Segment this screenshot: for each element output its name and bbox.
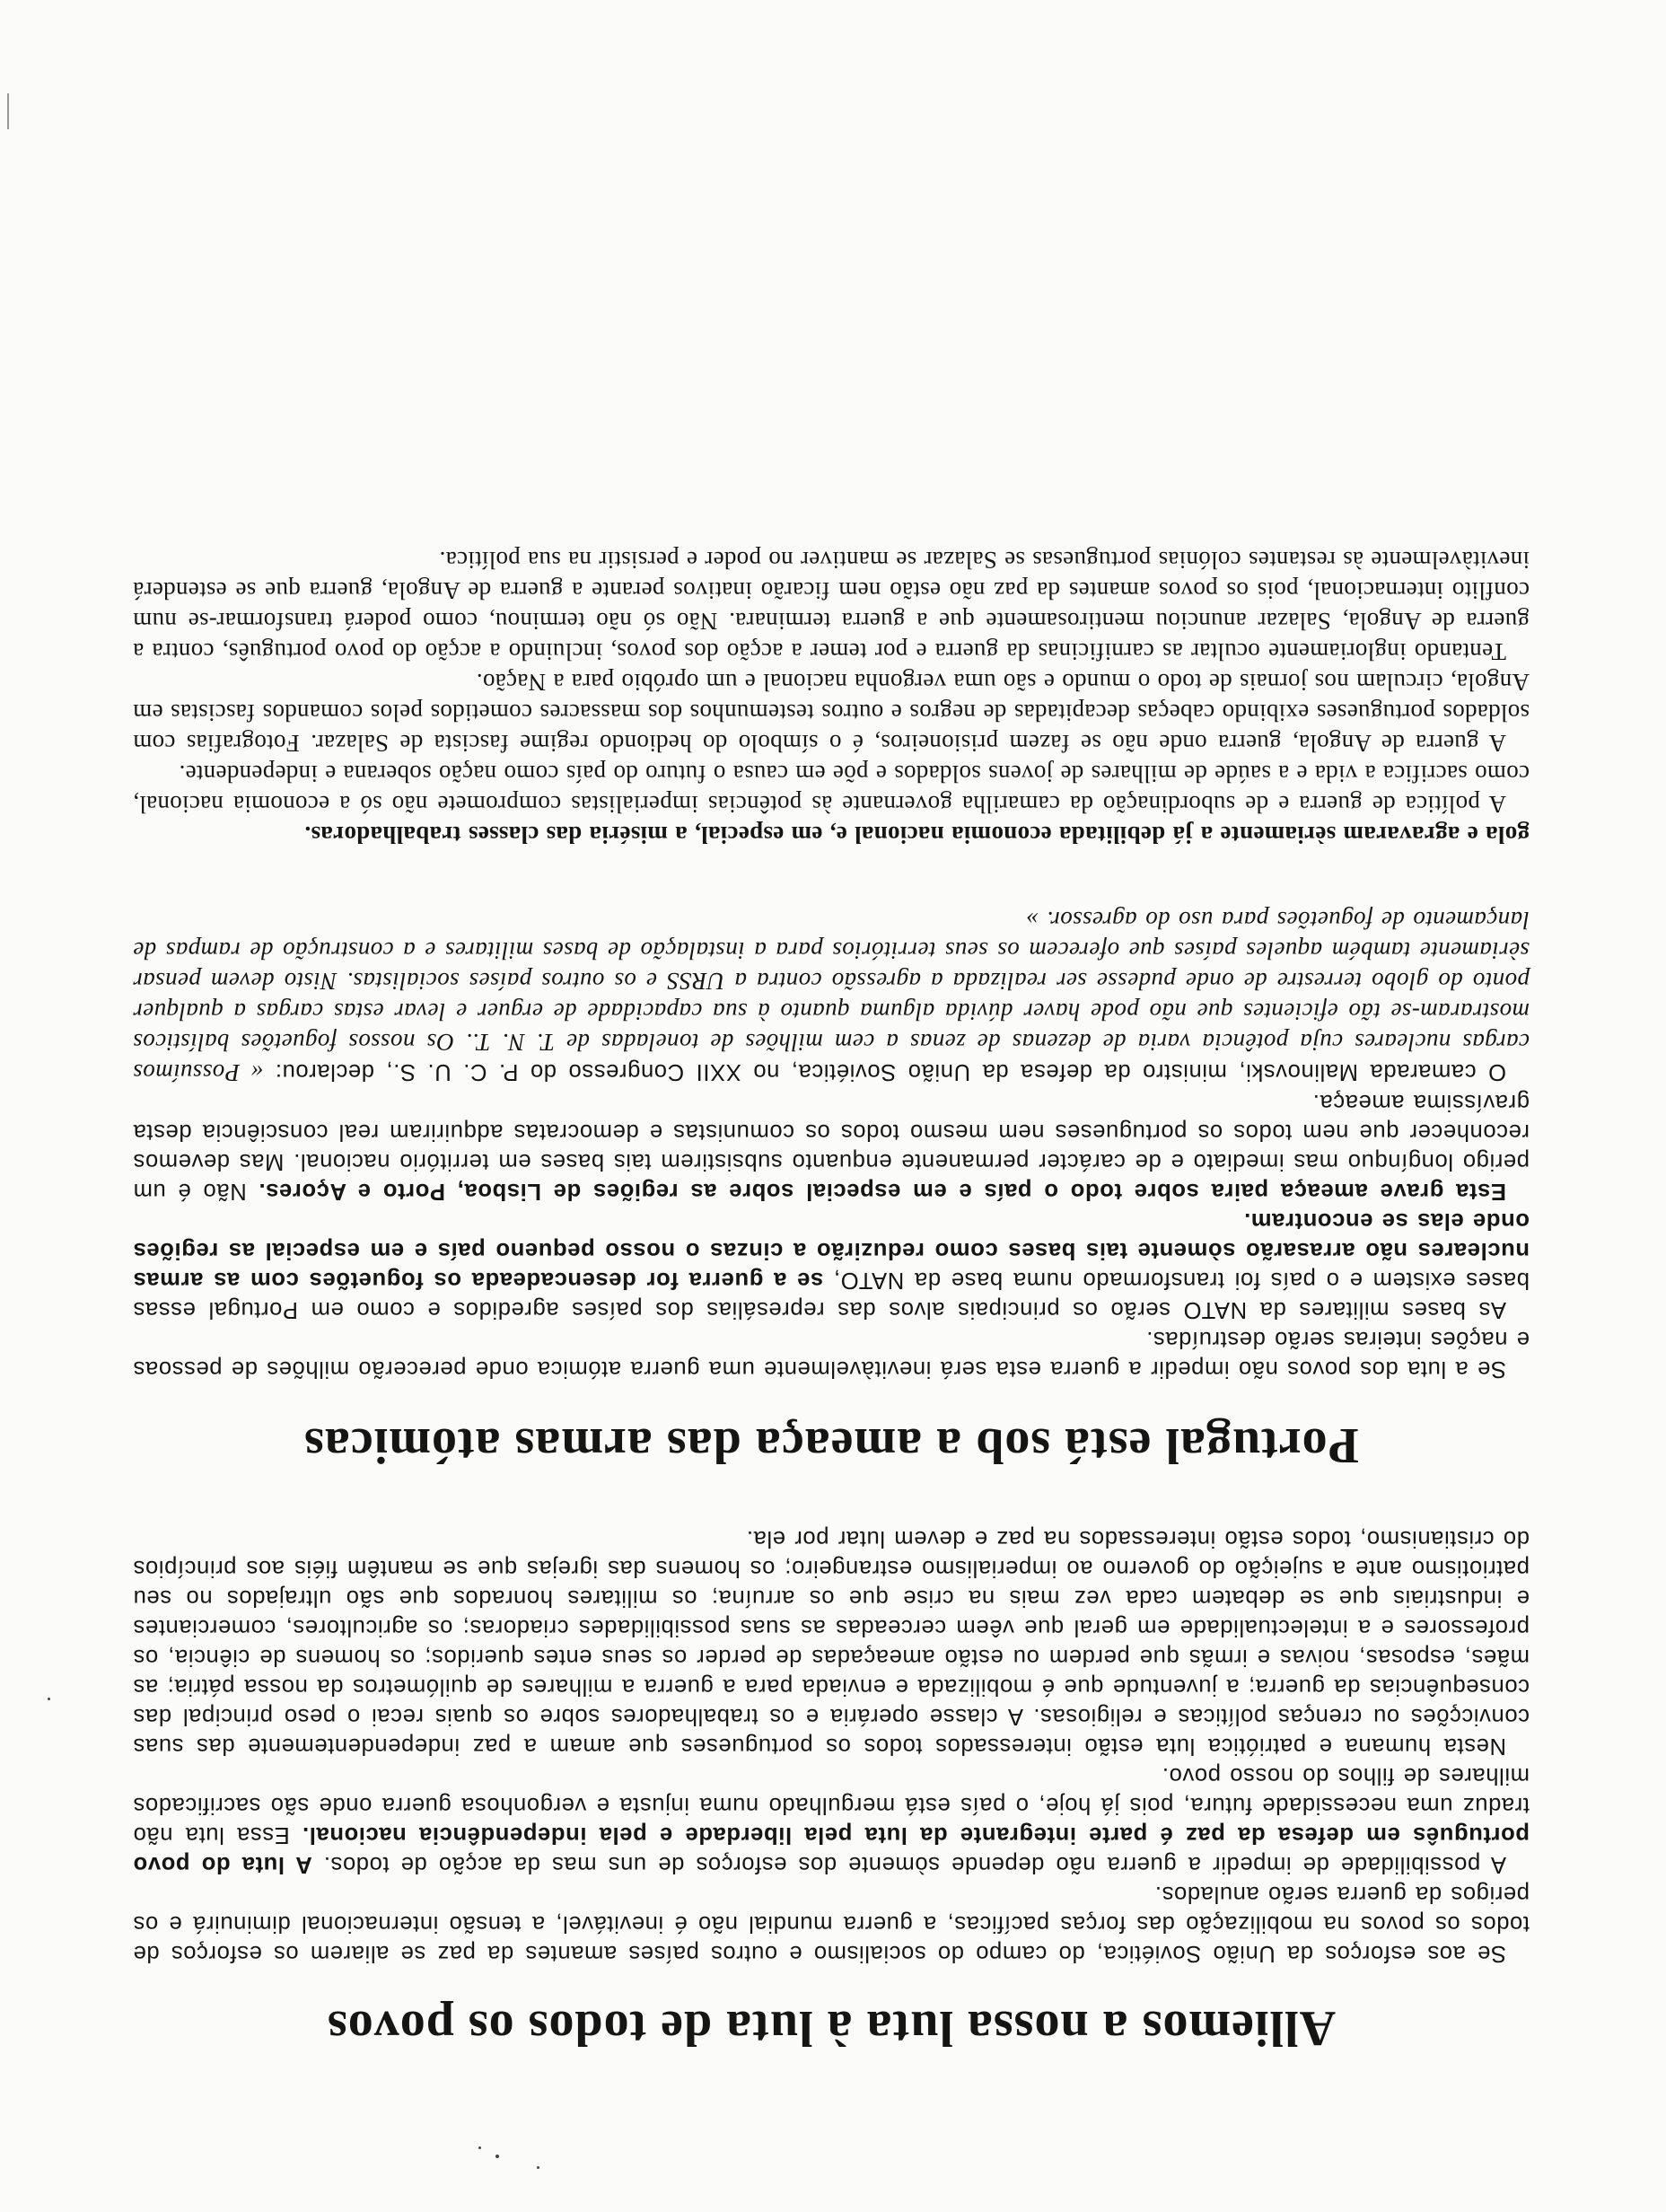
paragraph-text: As bases militares da NATO serão os principais alvos das represálias dos países agredidos e como em Portugal essas bases existem e o país foi transformado numa base da NATO, (133, 1268, 1530, 1322)
heading-peace-struggle: Alliemos a nossa luta à luta de todos os povos (326, 2000, 1337, 2056)
binding-mark (7, 93, 9, 129)
document-body (133, 545, 1530, 2059)
paragraph: A guerra de Angola, guerra onde não se fazem prisioneiros, é o símbolo do hediondo regime fascista de Salazar. Fotografias com soldados portugueses exibindo cabeças decapitadas de negros e outros testemunhos dos massacres cometidos pelos comandos fascistas em Angola, circulam nos jornais de todo o mundo e são uma vergonha nacional e um opróbio para a Nação. (133, 669, 1530, 757)
paragraph-text: O camarada Malinovski, ministro da defesa da União Soviética, no XXII Congresso do P. C. U. S., declarou: (263, 1059, 1506, 1084)
bold-statement: Esta grave ameaça paira sobre todo o país e em especial sobre as regiões de Lisboa, Porto e Açores. (258, 1179, 1506, 1204)
paragraph: Tentando ingloriamente ocultar as carnificinas da guerra e por temer a acção dos povos, incluindo a acção do povo português, contra a guerra de Angola, Salazar anunciou mentirosamente que a guerra terminara. Não só não terminou, como poderá transformar-se num conflito internacional, pois os povos amantes da paz não estão nem ficarão inativos perante a guerra de Angola, guerra que se estenderá inevitàvelmente às restantes colónias portuguesas se Salazar se mantiver no poder e persistir na sua política. (133, 547, 1530, 665)
paragraph (133, 904, 1530, 1087)
bold-statement: se a guerra for desencadeada os foguetões com as armas nucleares não arrasarão sòmente tais bases como reduzirão a cinzas o nosso pequeno país e em especial as regiões onde elas se encontram. (133, 1208, 1530, 1293)
paragraph: Se aos esforços da União Soviética, do campo do socialismo e outros países amantes da paz se aliarem os esforços de todos os povos na mobilização das forças pacíficas, a guerra mundial não é inevitável, a tensão internacional diminuirá e os perigos da guerra serão anulados. (133, 1882, 1530, 1966)
section-peace-struggle (133, 1523, 1530, 2056)
paragraph (133, 1760, 1530, 1879)
paragraph: A política de guerra e de subordinação da camarilha governante às potências imperialistas compromete não só a economia nacional, como sacrifica a vida e a saúde de milhares de jovens soldados e põe em causa o futuro do país como nação soberana e independente. (133, 760, 1530, 818)
quotation: « Possuímos cargas nucleares cuja potência varia de dezenas de zenas a cem milhões de toneladas de T. N. T.. Os nossos foguetões balísticos mostraram-se tão eficientes que não pode haver dúvida alguma quanto à sua capacidade de erguer e levar estas cargas a qualquer ponto do globo terrestre de onde pudesse ser realizada a agressão contra a URSS e os outros países socialistas. Nisto devem pensar sèriamente também aqueles países que oferecem os seus territórios para a instalação de bases militares e a construção de rampas de lançamento de foguetões para uso do agressor. » (132, 907, 1530, 1086)
section-atomic-threat (133, 904, 1530, 1473)
paragraph: Se a luta dos povos não impedir a guerra esta será inevitàvelmente uma guerra atómica onde perecerão milhões de pessoas e nações inteiras serão destruídas. (133, 1327, 1530, 1382)
bold-statement: A luta do povo português em defesa da paz é parte integrante da luta pela liberdade e pela independência nacional. (133, 1822, 1530, 1877)
bold-statement: gola e agravaram sèriamente a já debilitada economia nacional e, em especial, a miséria das classes trabalhadoras. (304, 821, 1530, 848)
dust-speck (48, 1698, 50, 1700)
paragraph: Nesta humana e patriótica luta estão interessados todos os portugueses que amam a paz independentemente das suas convicções ou crenças políticas e religiosas. A classe operária e os trabalhadores sobre os quais recai o peso principal das consequências da guerra; a juventude que é mobilizada e enviada para a guerra a milhares de quilómetros da nossa pátria; as mães, esposas, noivas e irmãs que perdem ou estão ameaçadas de perder os seus entes queridos; os homens de ciência, os professores e a intelectualidade em geral que vêem cerceadas as suas possibilidades criadoras; os agricultores, comerciantes e industriais que se debatem cada vez mais na crise que os arruína; os militares honrados que são ultrajados no seu patriotismo ante a sujeição do governo ao imperialismo estrangeiro; os homens das igrejas que se mantêm fiéis aos princípios do cristianismo, todos estão interessados na paz e devem lutar por ela. (133, 1526, 1530, 1759)
dust-speck (537, 2166, 539, 2169)
heading-atomic-threat: Portugal está sob a ameaça das armas atómicas (303, 1418, 1359, 1473)
paragraph-text: Não é um perigo longínquo mas imediato e de carácter permanente enquanto subsistirem tais bases em território nacional. Mas devemos reconhecer que nem todos os portugueses nem mesmo todos os comunistas e democratas adquiriram real consciência desta gravíssima ameaça. (133, 1090, 1530, 1204)
paragraph (133, 820, 1530, 850)
section-angola-war (133, 545, 1530, 850)
paragraph-text: A possibilidade de impedir a guerra não depende sòmente dos esforços de uns mas da acção de todos. (311, 1852, 1506, 1877)
paragraph-text: Essa luta não traduz uma necessidade futura, pois já hoje, o país está mergulhado numa injusta e vergonhosa guerra onde são sacrificados milhares de filhos do nosso povo. (133, 1763, 1530, 1848)
dust-speck (478, 2146, 481, 2149)
paragraph (133, 1206, 1530, 1324)
dust-speck (495, 2155, 499, 2158)
paragraph (133, 1087, 1530, 1206)
